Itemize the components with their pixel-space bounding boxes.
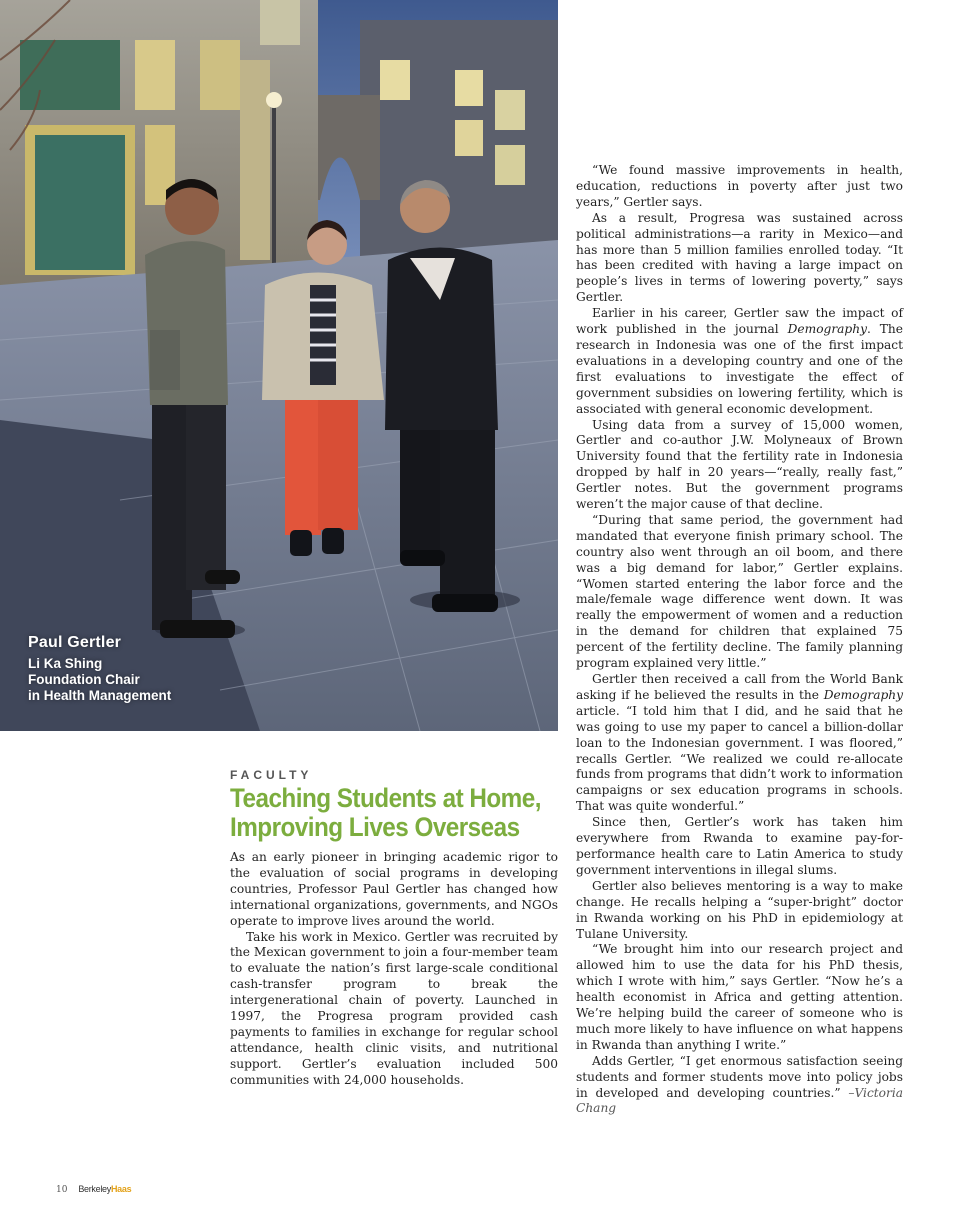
paragraph-text: Adds Gertler, “I get enormous satisfaction seeing students and former students move into policy jobs in developed and developing countries.” (576, 1053, 903, 1100)
page-footer (56, 1184, 131, 1195)
paragraph: “During that same period, the government had mandated that everyone finish primary school. The country also went through an oil boom, and there was a big demand for labor,” Gertler explains. “Women started entering the labor force and the male/female wage difference went down. It was really the empowerment of women and a reduction in the demand for children that explained 75 percent of the fertility decline. The family planning program explained very little.” (576, 512, 903, 671)
left-body-text (230, 850, 558, 1089)
section-kicker: FACULTY (230, 768, 313, 782)
caption-title-line-2: Foundation Chair (28, 672, 140, 687)
photo-caption (28, 634, 171, 704)
paragraph-text: Earlier in his career, Gertler saw the impact of work published in the journal (576, 306, 903, 337)
caption-name: Paul Gertler (28, 634, 122, 651)
caption-title-line-1: Li Ka Shing (28, 656, 103, 671)
magazine-brand (78, 1184, 131, 1194)
paragraph: As a result, Progresa was sustained across political administrations—a rarity in Mexico—and has more than 5 million families enrolled today. “It has been credited with having a large impact on people’s lives in terms of lowering poverty,” says Gertler. (576, 210, 903, 305)
paragraph: Take his work in Mexico. Gertler was recruited by the Mexican government to join a four-member team to evaluate the nation’s first large-scale conditional cash-transfer program to break the intergenerational chain of poverty. Launched in 1997, the Progresa program provided cash payments to families in exchange for regular school attendance, health clinic visits, and nutritional support. Gertler’s evaluation included 500 communities with 24,000 households. (230, 929, 559, 1087)
paragraph: Since then, Gertler’s work has taken him everywhere from Rwanda to examine pay-for-performance health care to Latin America to study government interventions in illegal slums. (576, 815, 903, 877)
paragraph-world-bank (576, 672, 903, 815)
right-column (576, 163, 903, 1117)
author-byline: –Victoria Chang (576, 1085, 904, 1116)
paragraph-demography-impact (576, 306, 903, 417)
paragraph: Using data from a survey of 15,000 women, Gertler and co-author J.W. Molyneaux of Brown University found that the fertility rate in Indonesia dropped by half in 20 years—“really, really fast,” Gertler notes. But the government programs weren’t the major cause of that decline. (576, 417, 903, 512)
journal-title: Demography (787, 322, 867, 337)
paragraph-text: Gertler then received a call from the World Bank asking if he believed the results in the (576, 672, 903, 702)
paragraph: Gertler also believes mentoring is a way to make change. He recalls helping a “super-bright” doctor in Rwanda working on his PhD in epidemiology at Tulane University. (576, 878, 903, 941)
paragraph-text: . The research in Indonesia was one of the first impact evaluations in a developing country and one of the first evaluations to investigate the effect of government subsidies on lowering fertility, which is associated with general economic development. (576, 322, 903, 416)
journal-title: Demography (823, 687, 903, 702)
paragraph: “We found massive improvements in health, education, reductions in poverty after just two years,” Gertler says. (576, 163, 903, 209)
paragraph-closing (576, 1054, 903, 1118)
brand-second: Haas (110, 1184, 132, 1194)
caption-title-line-3: in Health Management (28, 688, 172, 703)
left-column (230, 768, 558, 1089)
paragraph-text: article. “I told him that I did, and he said that he was going to use my paper to cancel a billion-dollar loan to the Indonesian government. I was floored,” recalls Gertler. “We realized we could re-allocate funds from programs that didn’t work to information campaigns or sex education programs in schools. That was quite wonderful.” (576, 703, 903, 814)
feature-photo (0, 0, 558, 731)
paragraph: “We brought him into our research project and allowed him to use the data for his PhD thesis, which I wrote with him,” says Gertler. “Now he’s a health economist in Africa and getting attention. We’re helping build the career of someone who is much more likely to have influence on what happens in Rwanda than anything I write.” (576, 942, 903, 1052)
page-number: 10 (56, 1185, 68, 1195)
campus-night-scene (0, 0, 558, 731)
brand-first: Berkeley (78, 1184, 111, 1194)
paragraph: As an early pioneer in bringing academic rigor to the evaluation of social programs in developing countries, Professor Paul Gertler has changed how international organizations, governments, and NGOs operate to improve lives around the world. (230, 850, 558, 928)
article-headline: Teaching Students at Home, Improving Lives Overseas (230, 783, 541, 842)
